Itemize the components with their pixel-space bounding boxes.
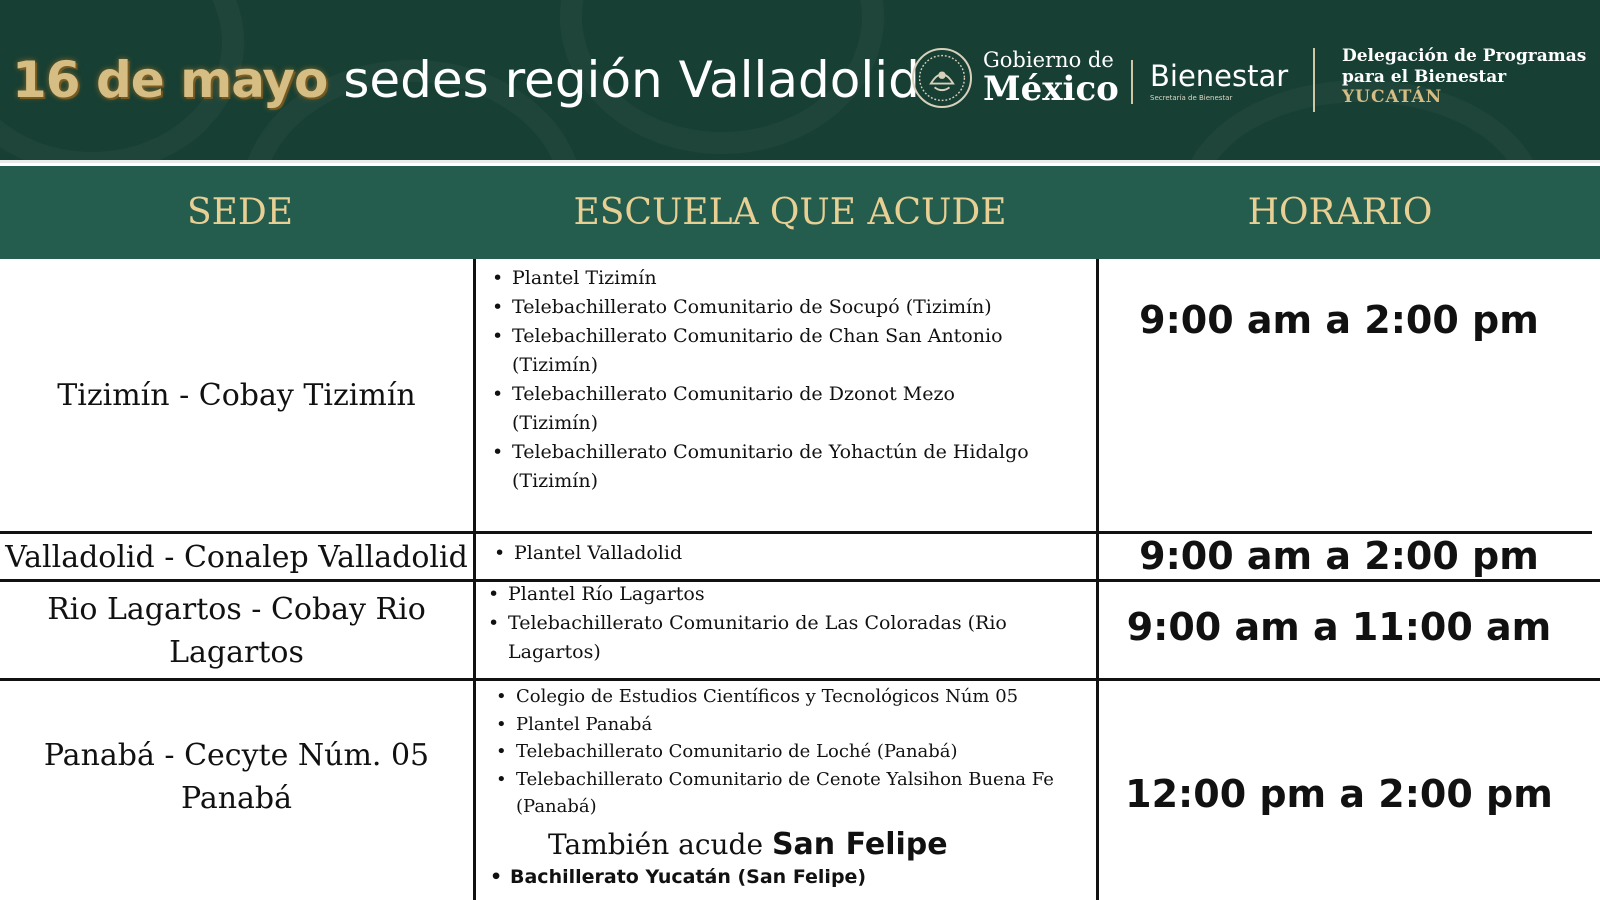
table-row-schools: [472, 580, 1092, 667]
mexico-seal-icon: [912, 48, 972, 108]
title-date: 16 de mayo: [12, 51, 328, 109]
table-row-horario: 9:00 am a 11:00 am: [1126, 605, 1552, 649]
logo-divider: [1313, 48, 1315, 112]
table-row-sede: Valladolid - Conalep Valladolid: [5, 540, 468, 575]
table-row-horario: 12:00 pm a 2:00 pm: [1125, 772, 1553, 816]
column-header-sede: SEDE: [186, 192, 294, 233]
table-row-sede: Tizimín - Cobay Tizimín: [57, 377, 416, 413]
bienestar-logo: [1150, 59, 1289, 102]
also-place: San Felipe: [771, 826, 948, 862]
school-item: • Telebachillerato Comunitario de Cenote Yalsihon Buena Fe (Panabá): [480, 766, 1080, 821]
school-item: • Bachillerato Yucatán (San Felipe): [474, 864, 1100, 892]
table-row-horario: 9:00 am a 2:00 pm: [1139, 298, 1539, 342]
school-item: • Colegio de Estudios Científicos y Tecnológicos Núm 05: [480, 683, 1080, 711]
also-attends: [480, 827, 1100, 862]
table-row-schools: [478, 539, 1098, 568]
school-item: • Plantel Panabá: [480, 711, 1080, 739]
school-item: • Telebachillerato Comunitario de Socupó (Tizimín): [476, 293, 1036, 322]
column-header-horario: HORARIO: [1247, 192, 1433, 233]
banner-separator: [0, 160, 1600, 163]
school-item: • Telebachillerato Comunitario de Dzonot Mezo (Tizimín): [476, 380, 1036, 438]
school-item: • Telebachillerato Comunitario de Las Coloradas (Rio Lagartos): [472, 609, 1032, 667]
school-item: • Telebachillerato Comunitario de Yohactún de Hidalgo (Tizimín): [476, 438, 1036, 496]
school-item: • Plantel Tizimín: [476, 264, 1036, 293]
logo-divider: [1131, 60, 1133, 104]
row-divider: [0, 678, 1600, 681]
school-item: • Plantel Valladolid: [478, 539, 1098, 568]
bienestar-sub: Secretaría de Bienestar: [1150, 94, 1233, 102]
delegacion-block: [1342, 46, 1586, 108]
bienestar-name: Bienestar: [1150, 59, 1289, 93]
delegacion-line1: Delegación de Programas: [1342, 46, 1587, 66]
gobierno-line2: México: [983, 69, 1119, 109]
header-banner: [0, 0, 1600, 160]
table-row-horario: 9:00 am a 2:00 pm: [1139, 534, 1539, 578]
page-title: [12, 40, 920, 120]
table-row-sede: Rio Lagartos - Cobay Rio Lagartos: [47, 592, 426, 670]
delegacion-state: YUCATÁN: [1342, 87, 1443, 108]
school-item: • Telebachillerato Comunitario de Chan San Antonio (Tizimín): [476, 322, 1036, 380]
gobierno-logo: [983, 48, 1119, 109]
table-row-schools: [480, 683, 1100, 891]
delegacion-line2: para el Bienestar: [1342, 66, 1507, 87]
table-row-schools: [476, 264, 1096, 496]
school-item: • Telebachillerato Comunitario de Loché (Panabá): [480, 738, 1080, 766]
also-label: También acude: [548, 827, 764, 861]
table-header: [0, 166, 1600, 259]
school-item: • Plantel Río Lagartos: [472, 580, 1032, 609]
title-text: sedes región Valladolid: [343, 51, 920, 109]
gobierno-line1: Gobierno de: [983, 48, 1114, 72]
column-header-escuela: ESCUELA QUE ACUDE: [573, 192, 1007, 233]
table-row-sede: Panabá - Cecyte Núm. 05 Panabá: [43, 737, 430, 816]
